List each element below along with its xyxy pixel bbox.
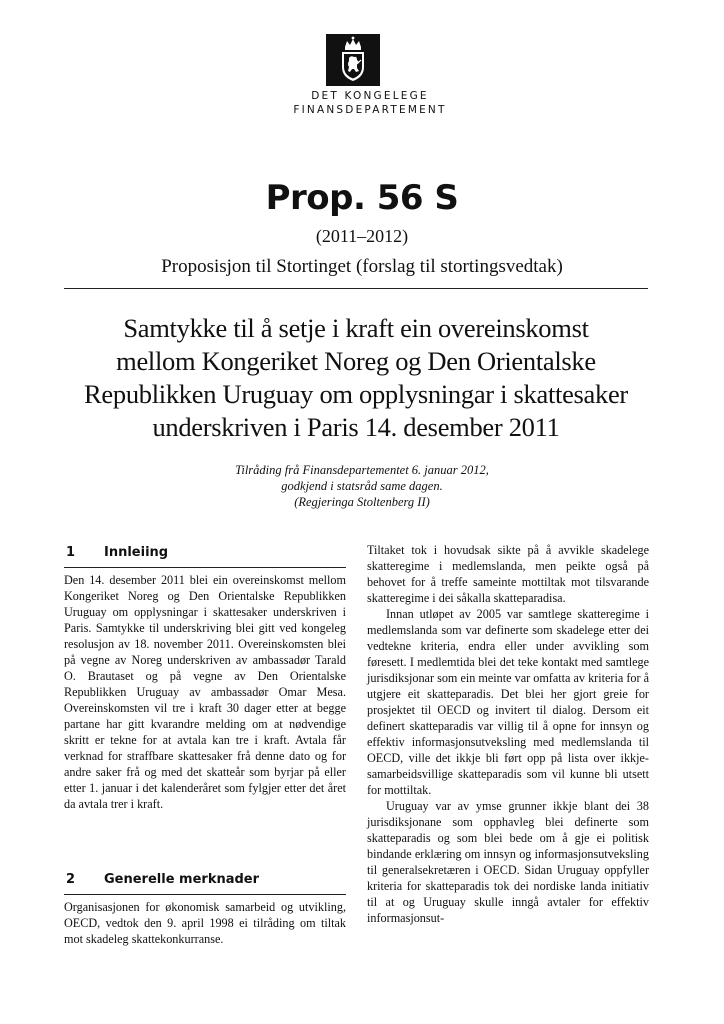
crowned-lion-shield-icon [326, 34, 380, 86]
document-title-line: underskriven i Paris 14. desember 2011 [152, 412, 560, 442]
section-paragraph: Den 14. desember 2011 blei ein overeinskomst mellom Kongeriket Noreg og Den Orientalske Republikken Uruguay om opplysningar i skattesaker underskriven i Paris. Samtykke til underskriving blei gitt ved kongeleg resolusjon av 18. november 2011. Overeinskomsten blei på vegne av Noreg underskriven av ambassadør Tarald O. Brautaset og på vegne av Den Orientalske Republikken Uruguay av ambassadør Omar Mesa. Overeinskomsten vil tre i kraft 30 dager etter at begge partane har gitt kvarandre melding om at nødvendige skritt er tekne for at avtala kan tre i kraft. Avtala får verknad for straffbare skattesaker frå denne dato og for andre saker frå og med det skatteår som byrjar på eller etter 1. januar i det kalenderåret som fylgjer etter det året da avtala trer i kraft. [64, 573, 346, 811]
section-heading-1 [64, 543, 346, 568]
section-2-body [64, 899, 346, 947]
body-paragraph: Tiltaket tok i hovudsak sikte på å avvikle skadelege skatteregime i medlemslanda, men peikte også på behovet for å treffe sameinte mottiltak mot tilsvarande skatteregime i dei såkalla skatteparadisa. [367, 543, 649, 605]
ministry-name-line2: FINANSDEPARTEMENT [293, 104, 447, 116]
coat-of-arms-logo [326, 34, 380, 86]
recommendation-line: (Regjeringa Stoltenberg II) [294, 495, 430, 509]
recommendation-line: Tilråding frå Finansdepartementet 6. januar 2012, [235, 463, 489, 477]
title-divider [64, 288, 648, 289]
proposition-number-text: Prop. 56 S [265, 178, 459, 218]
ministry-name-line1: DET KONGELEGE [311, 90, 429, 102]
session-years: (2011–2012) [315, 226, 409, 246]
document-title-line: mellom Kongeriket Noreg og Den Orientalske [116, 346, 596, 376]
section-heading-2 [64, 870, 346, 895]
section-paragraph: Organisasjonen for økonomisk samarbeid og utvikling, OECD, vedtok den 9. april 1998 ei tilråding om tiltak mot skadeleg skattekonkurranse. [64, 900, 346, 946]
section-1-body [64, 572, 346, 812]
section-number: 2 [66, 872, 76, 887]
document-title-line: Samtykke til å setje i kraft ein overeinskomst [123, 313, 589, 343]
proposition-subtitle: Proposisjon til Stortinget (forslag til stortingsvedtak) [161, 256, 563, 277]
document-title [56, 312, 656, 444]
recommendation-line: godkjend i statsråd same dagen. [281, 479, 443, 493]
section-number: 1 [66, 545, 76, 560]
section-title: Generelle merknader [104, 872, 260, 887]
proposition-number [0, 176, 724, 220]
document-title-line: Republikken Uruguay om opplysningar i skattesaker [84, 379, 628, 409]
recommendation-note [0, 462, 724, 510]
right-column-body [367, 542, 649, 926]
body-paragraph: Uruguay var av ymse grunner ikkje blant dei 38 jurisdiksjonane som opphavleg blei definerte som skatteparadis og som blei bede om å gje ei politisk bindande erklæring om innsyn og informasjonsutveksling til generalsekretæren i OECD. Sidan Uruguay oppfyller kriteria for skatteparadis tok dei nordiske landa initiativ til at og Uruguay skulle inngå avtaler for effektiv informasjonsut- [367, 799, 649, 925]
section-title: Innleiing [104, 545, 169, 560]
body-paragraph: Innan utløpet av 2005 var samtlege skatteregime i medlemslanda som var definerte som skadelege etter dei vedtekne kriteria, endra eller under avvikling som føresett. I medlemtida blei det teke kontakt med samtlege jurisdiksjonar som ein meinte var omfatta av kriteria for å utgjere eit skatteparadis. Det blei her gjort greie for prosjektet til OECD og invitert til dialog. Dersom eit definert skatteparadis var villig til å opne for innsyn og effektiv informasjonsutveksling med medlemslanda til OECD, ville det ikkje bli ført opp på lista over ikkje-samarbeidsvillige skatteparadis som vil kunne bli utsett for mottiltak. [367, 607, 649, 797]
